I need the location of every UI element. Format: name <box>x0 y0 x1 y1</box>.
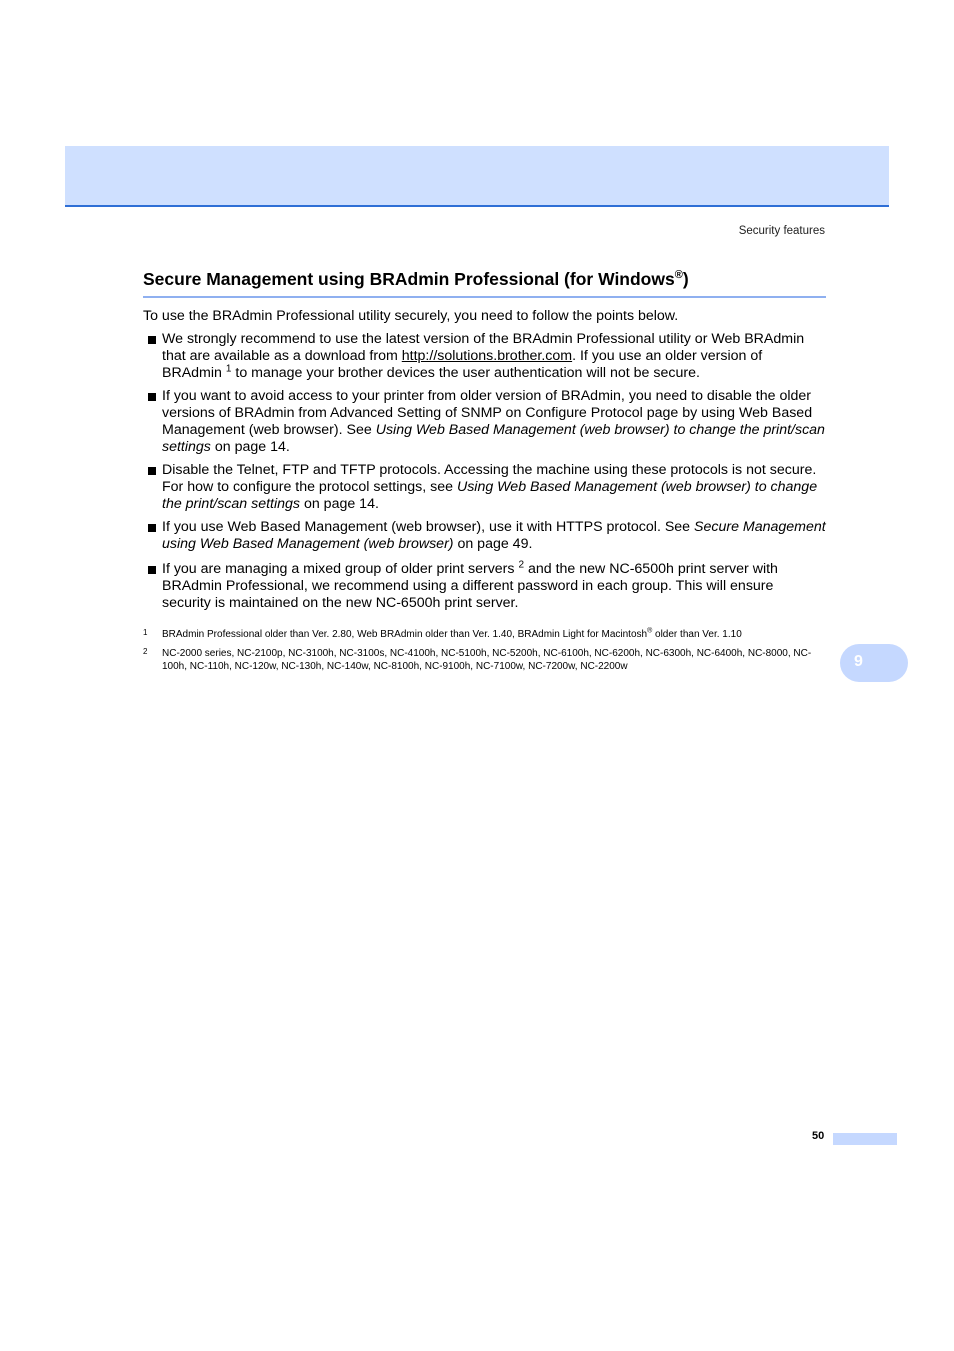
chapter-tab <box>840 644 908 682</box>
cross-reference: Using Web Based Management (web browser) to change the print/scan settings <box>162 422 825 455</box>
footnote-number: 2 <box>143 647 148 656</box>
bullet-square-icon <box>148 393 156 401</box>
footnote: 2 NC-2000 series, NC-2100p, NC-3100h, NC-3100s, NC-4100h, NC-5100h, NC-5200h, NC-6100h, NC-6200h, NC-6300h, NC-6400h, NC-8000, NC-100h, NC-110h, NC-120w, NC-130h, NC-140w, NC-8100h, NC-9100h, NC-7100w, NC-7200w, NC-2200w <box>143 647 812 672</box>
page-number: 50 <box>812 1130 825 1142</box>
page-number-bar <box>833 1133 897 1145</box>
bullet-square-icon <box>148 336 156 344</box>
footnote-ref[interactable]: 1 <box>225 363 232 375</box>
footnote: 1 BRAdmin Professional older than Ver. 2.80, Web BRAdmin older than Ver. 1.40, BRAdmin Light for Macintosh® older than Ver. 1.10 <box>143 627 742 640</box>
intro-paragraph: To use the BRAdmin Professional utility securely, you need to follow the points below. <box>143 308 679 324</box>
bullet-item: If you are managing a mixed group of older print servers $^2$ and the new NC-6500h print server with BRAdmin Professional, we recommend using a different password in each group. This will ensure security is maintained on the new NC-6500h print server. <box>143 561 826 612</box>
chapter-number: 9 <box>854 653 863 670</box>
section-title-close: ) <box>682 269 689 289</box>
bullet-square-icon <box>148 467 156 475</box>
bullet-item: We strongly recommend to use the latest version of the BRAdmin Professional utility or Web BRAdmin that are available as a download from http://solutions.brother.com. If you use an older version of BRAdmin $^1$ to manage your brother devices the user authentication will not be secure. <box>143 331 826 382</box>
bullet-item: If you use Web Based Management (web browser), use it with HTTPS protocol. See Secure Management using Web Based Management (web browser) on page 49. <box>143 519 826 553</box>
footnote-number: 1 <box>143 628 148 637</box>
bullet-item: If you want to avoid access to your printer from older version of BRAdmin, you need to disable the older versions of BRAdmin from Advanced Setting of SNMP on Configure Protocol page by using Web Based Management (web browser). See Using Web Based Management (web browser) to change the print/scan settings on page 14. <box>143 388 826 456</box>
section-title-text: Secure Management using BRAdmin Professional (for Windows <box>143 269 675 289</box>
header-band <box>65 146 889 207</box>
cross-reference: Secure Management using Web Based Management (web browser) <box>162 519 826 552</box>
bullet-square-icon <box>148 524 156 532</box>
section-title <box>143 268 826 298</box>
footnotes <box>143 628 826 679</box>
running-head: Security features <box>738 225 825 237</box>
solutions-link[interactable]: http://solutions.brother.com <box>401 348 573 364</box>
footnote-ref[interactable]: 2 <box>518 559 525 571</box>
bullet-square-icon <box>148 566 156 574</box>
bullet-item: Disable the Telnet, FTP and TFTP protocols. Accessing the machine using these protocols is not secure. For how to configure the protocol settings, see Using Web Based Management (web browser) to change the print/scan settings on page 14. <box>143 462 826 513</box>
registered-mark: ® <box>674 269 683 282</box>
cross-reference: Using Web Based Management (web browser) to change the print/scan settings <box>162 479 818 512</box>
bullet-list <box>143 331 826 618</box>
